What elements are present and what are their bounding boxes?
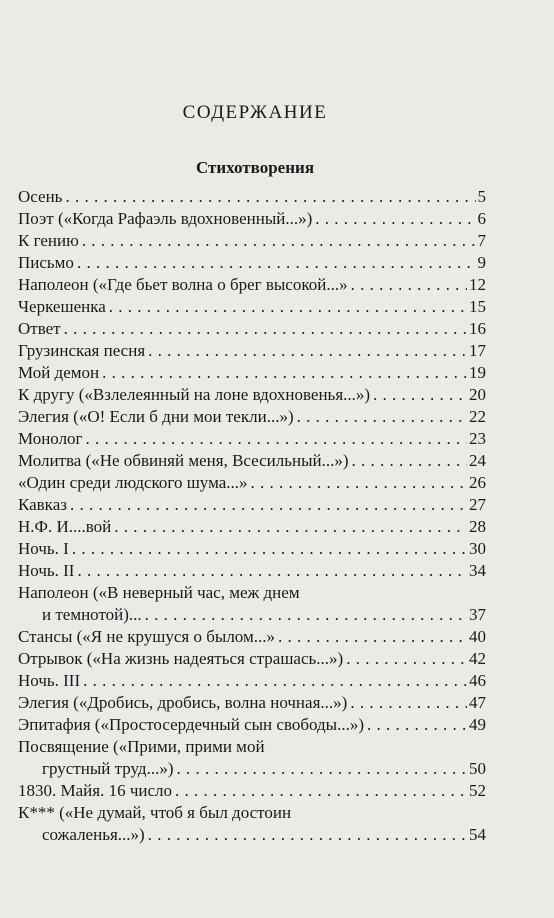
toc-entry-title: Наполеон («Где бьет волна о брег высокой...» [18,275,348,294]
dot-leader [346,648,467,670]
toc-entry [18,802,486,846]
toc-entry-title: грустный труд...») [42,759,174,778]
toc-entry-line [18,186,486,208]
toc-page-number: 12 [469,275,486,294]
toc-entry-line [18,428,486,450]
toc-page-number: 16 [469,319,486,338]
toc-entry-title: «Один среди людского шума...» [18,473,248,492]
dot-leader [373,384,467,406]
toc-entry-title: Н.Ф. И....вой [18,517,112,536]
toc-page-number: 19 [469,363,486,382]
toc-page-number: 34 [469,561,486,580]
dot-leader [83,670,467,692]
dot-leader [82,230,476,252]
toc-entry [18,670,486,692]
toc-page-number: 5 [477,187,486,206]
dot-leader [177,758,468,780]
dot-leader [114,516,467,538]
toc-page-number: 46 [469,671,486,690]
toc-entry-title: Черкешенка [18,297,106,316]
toc-entry [18,186,486,208]
dot-leader [65,186,475,208]
dot-leader [148,340,467,362]
toc-entry-line [18,296,486,318]
toc-page-number: 30 [469,539,486,558]
toc-entry-title: Письмо [18,253,74,272]
toc-entry [18,450,486,472]
toc-page-number: 23 [469,429,486,448]
toc-entry-title: Молитва («Не обвиняй меня, Всесильный...») [18,451,349,470]
dot-leader [86,428,467,450]
toc-entry-title: Эпитафия («Простосердечный сын свободы...») [18,715,364,734]
toc-entry [18,714,486,736]
toc-page-number: 47 [469,693,486,712]
toc-entry-line [18,736,486,758]
dot-leader [64,318,467,340]
dot-leader [297,406,467,428]
toc-page-number: 6 [477,209,486,228]
dot-leader [145,604,467,626]
toc-entry-line [18,670,486,692]
toc-entry-line [18,274,486,296]
dot-leader [351,274,467,296]
toc-entry-line [18,780,486,802]
toc-entry-line [18,714,486,736]
toc-entry-title: Осень [18,187,63,206]
dot-leader [148,824,467,846]
section-title: Стихотворения [195,158,315,177]
toc-page-number: 7 [477,231,486,250]
dot-leader [175,780,467,802]
toc-page-number: 24 [469,451,486,470]
toc-entry-title: К*** («Не думай, чтоб я был достоин [18,803,292,822]
table-of-contents [18,186,486,846]
toc-entry-title: Ответ [18,319,61,338]
toc-entry [18,384,486,406]
toc-entry [18,318,486,340]
toc-entry-title: сожаленья...») [42,825,145,844]
toc-entry [18,736,486,780]
toc-entry [18,582,486,626]
toc-entry-title: Поэт («Когда Рафаэль вдохновенный...») [18,209,313,228]
toc-page-number: 26 [469,473,486,492]
toc-entry-title: Наполеон («В неверный час, меж днем [18,583,300,602]
toc-entry-title: Посвящение («Прими, прими мой [18,737,265,756]
toc-page-number: 15 [469,297,486,316]
dot-leader [251,472,467,494]
toc-entry-line [18,560,486,582]
dot-leader [278,626,467,648]
toc-page-number: 17 [469,341,486,360]
toc-entry-continuation [18,824,486,846]
toc-entry-title: Грузинская песня [18,341,146,360]
toc-entry-line [18,582,486,604]
toc-entry-line [18,208,486,230]
toc-entry-line [18,450,486,472]
toc-entry [18,494,486,516]
toc-entry-title: Отрывок («На жизнь надеяться страшась...») [18,649,344,668]
toc-entry-line [18,340,486,362]
toc-entry-continuation [18,604,486,626]
dot-leader [70,494,467,516]
toc-page-number: 28 [469,517,486,536]
toc-page-number: 27 [469,495,486,514]
toc-entry-title: Элегия («О! Если б дни мои текли...») [18,407,294,426]
toc-entry [18,340,486,362]
toc-entry-title: и темнотой)... [42,605,142,624]
toc-page-number: 37 [469,605,486,624]
toc-entry-line [18,384,486,406]
toc-page-number: 40 [469,627,486,646]
toc-entry-title: Ночь. III [18,671,81,690]
toc-entry-line [18,648,486,670]
toc-page-number: 42 [469,649,486,668]
toc-entry-line [18,692,486,714]
toc-page-number: 9 [477,253,486,272]
toc-entry-title: 1830. Майя. 16 число [18,781,173,800]
contents-heading: СОДЕРЖАНИЕ [182,102,328,123]
dot-leader [77,252,476,274]
toc-entry-line [18,230,486,252]
toc-entry-title: К другу («Взлелеянный на лоне вдохновенья...») [18,385,371,404]
toc-entry [18,428,486,450]
toc-page-number: 20 [469,385,486,404]
toc-entry [18,252,486,274]
toc-entry-title: Ночь. I [18,539,69,558]
toc-entry-continuation [18,758,486,780]
toc-entry-line [18,318,486,340]
toc-entry [18,648,486,670]
toc-entry-line [18,472,486,494]
toc-entry [18,274,486,296]
toc-entry-line [18,362,486,384]
dot-leader [109,296,467,318]
toc-entry-title: Ночь. II [18,561,75,580]
dot-leader [367,714,467,736]
toc-entry [18,296,486,318]
toc-entry-line [18,252,486,274]
toc-entry-line [18,406,486,428]
toc-entry [18,472,486,494]
toc-entry-title: Элегия («Дробись, дробись, волна ночная...») [18,693,348,712]
dot-leader [77,560,467,582]
toc-page-number: 22 [469,407,486,426]
toc-entry [18,692,486,714]
toc-entry [18,406,486,428]
dot-leader [102,362,467,384]
toc-entry-line [18,494,486,516]
toc-entry [18,230,486,252]
toc-entry [18,362,486,384]
toc-page-number: 52 [469,781,486,800]
dot-leader [72,538,467,560]
toc-entry [18,560,486,582]
toc-entry [18,780,486,802]
toc-entry-title: Стансы («Я не крушуся о былом...» [18,627,275,646]
toc-page-number: 54 [469,825,486,844]
toc-entry-line [18,626,486,648]
toc-entry-title: К гению [18,231,79,250]
dot-leader [315,208,475,230]
toc-entry [18,626,486,648]
toc-entry-line [18,802,486,824]
toc-entry-title: Кавказ [18,495,67,514]
toc-entry [18,208,486,230]
dot-leader [352,450,467,472]
dot-leader [350,692,467,714]
toc-page-number: 50 [469,759,486,778]
toc-entry-title: Монолог [18,429,83,448]
toc-entry [18,538,486,560]
toc-entry-line [18,538,486,560]
toc-entry-line [18,516,486,538]
toc-entry [18,516,486,538]
toc-page-number: 49 [469,715,486,734]
toc-entry-title: Мой демон [18,363,100,382]
